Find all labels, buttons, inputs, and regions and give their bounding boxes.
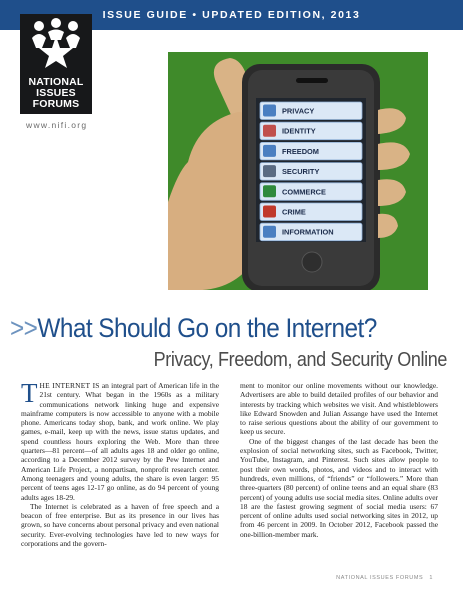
paragraph-4: One of the biggest changes of the last decade has been the explosion of social networking sites, such as Facebook, Twitter, YouTube, Instagram, and Pinterest. Such sites allow people to post their own words, photos, and videos and to interact with hundreds, even millions, of “friends” or “followers.” More than three-quarters (80 percent) of online teens and an equal share (83 percent) of young adults use social media sites. Online adults over 18 are the fastest growing segment of social media users: 67 percent of online adults used social networking sites in 2012, up from 46 percent in 2009. In October 2012, Facebook passed the one-billion-member mark. — [240, 436, 438, 539]
drop-cap: T — [21, 378, 38, 408]
menu-item-label: FREEDOM — [282, 146, 319, 156]
menu-item-commerce — [260, 183, 362, 201]
menu-item-label: COMMERCE — [282, 187, 326, 197]
menu-item-label: PRIVACY — [282, 106, 315, 116]
magnifier-icon — [263, 105, 276, 117]
menu-item-security — [260, 163, 362, 181]
title-text: What Should Go on the Internet? — [37, 313, 377, 343]
page-footer — [336, 575, 433, 581]
paragraph-1 — [21, 378, 220, 502]
shopping-cart-icon — [263, 185, 276, 197]
menu-item-label: CRIME — [282, 207, 306, 217]
menu-item-freedom — [260, 142, 362, 160]
title-arrows: >> — [10, 313, 38, 343]
padlock-icon — [263, 165, 276, 177]
menu-item-label: SECURITY — [282, 167, 320, 177]
menu-item-label: IDENTITY — [282, 126, 316, 136]
logo-line-2: ISSUES — [36, 87, 76, 99]
paragraph-1-text: an integral part of American life in the 21st century. What began in the 1960s as a military communications network linking huge and expensive mainframe computers is now accessible to anyone with a mobile phone. Americans today shop, bank, and work online. We play games, e-mail, keep up with the news, issue status updates, and spend countless hours exploring the Web. More than three quarters—81 percent—of all adults ages 18 and older go online, according to a December 2012 survey by the Pew Internet and American Life Project, a nonpartisan, nonprofit research center. Among teenagers and young adults, the share is even larger: 95 percent of teens ages 12-17 go online, as do 94 percent of young adults ages 18-29. — [21, 381, 220, 502]
question-mark-icon — [263, 226, 276, 238]
page-subtitle: Privacy, Freedom, and Security Online — [153, 349, 447, 371]
person-icon — [263, 125, 276, 137]
body-column-left — [21, 378, 220, 549]
logo-line-1: NATIONAL — [28, 76, 84, 88]
paragraph-2: The Internet is celebrated as a haven of free speech and a beacon of free enterprise. But as its presence in our lives has grown, so have concerns about personal privacy and even national security. Ever-evolving technologies have led to new ways for corporations and the govern- — [21, 501, 219, 549]
paragraph-3: ment to monitor our online movements without our knowledge. Advertisers are able to build detailed profiles of our behavior and interests by tracking which websites we visit. And whistleblowers like Edward Snowden and Julian Assange have used the Internet to raise serious questions about the ability of our government to keep us secure. — [240, 381, 438, 437]
menu-item-information — [260, 223, 362, 241]
page-title — [10, 313, 424, 344]
body-column-right — [240, 381, 438, 539]
menu-item-identity — [260, 122, 362, 140]
hand-holding-phone-illustration — [168, 52, 428, 290]
page-number: 1 — [429, 575, 433, 581]
menu-item-label: INFORMATION — [282, 227, 334, 237]
menu-item-crime — [260, 203, 362, 221]
menu-item-privacy — [260, 102, 362, 120]
logo-line-3: FORUMS — [32, 98, 80, 110]
phone-speaker — [296, 78, 328, 83]
share-icon — [263, 145, 276, 157]
banner-title: ISSUE GUIDE • UPDATED EDITION, 2013 — [102, 9, 361, 21]
home-button — [302, 252, 322, 272]
people-star-logo-icon — [28, 18, 84, 70]
mask-icon — [263, 206, 276, 218]
footer-label: NATIONAL ISSUES FORUMS — [336, 575, 424, 581]
nif-logo — [20, 14, 92, 114]
lead-in-caps: HE INTERNET IS — [39, 381, 100, 390]
website-url: www.nifi.org — [26, 120, 88, 130]
